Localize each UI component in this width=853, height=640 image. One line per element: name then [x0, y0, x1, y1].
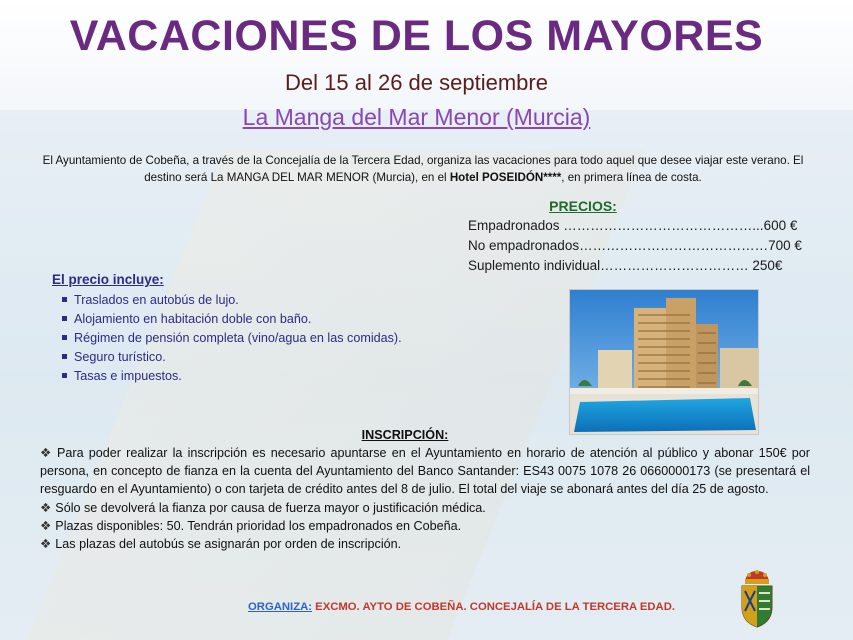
intro-text-part1: El Ayuntamiento de Cobeña, a través de la Concejalía de la Tercera Edad, organiza las vacaciones para todo aquel que desee viajar este verano. El destino será La MANGA DEL MAR MENOR (Murcia), en el: [42, 154, 804, 184]
list-item: Régimen de pensión completa (vino/agua en las comidas).: [62, 329, 502, 348]
page-title: VACACIONES DE LOS MAYORES: [69, 12, 764, 60]
square-bullet-icon: [62, 373, 67, 378]
includes-heading: El precio incluye:: [52, 272, 164, 287]
includes-list: [62, 291, 502, 386]
diamond-bullet-icon: ❖: [40, 518, 52, 533]
diamond-bullet-icon: ❖: [40, 446, 53, 460]
footer-label: ORGANIZA:: [248, 601, 313, 613]
hotel-pool-image: [570, 290, 759, 435]
includes-section: [52, 272, 502, 386]
inscription-paragraph: ❖ Sólo se devolverá la fianza por causa de fuerza mayor o justificación médica.: [40, 500, 486, 515]
footer-organizer: [248, 601, 708, 613]
inscription-section: [40, 444, 810, 553]
list-item: Tasas e impuestos.: [62, 367, 502, 386]
diamond-bullet-icon: ❖: [40, 537, 52, 552]
trip-dates: Del 15 al 26 de septiembre: [285, 70, 548, 95]
intro-hotel-name: Hotel POSEIDÓN****: [449, 171, 562, 184]
list-item: Traslados en autobús de lujo.: [62, 291, 502, 310]
price-row: No empadronados……………………………………700 €: [468, 238, 802, 253]
inscription-paragraph: ❖ Plazas disponibles: 50. Tendrán prioridad los empadronados en Cobeña.: [40, 518, 462, 533]
intro-paragraph: [38, 152, 808, 186]
town-crest-icon: [737, 567, 777, 629]
list-item: Seguro turístico.: [62, 348, 502, 367]
square-bullet-icon: [62, 297, 67, 302]
inscription-paragraph: ❖ Para poder realizar la inscripción es necesario apuntarse en el Ayuntamiento en horario de atención al público y abonar 150€ por persona, en concepto de fianza en la cuenta del Ayuntamiento del Banco Santander: ES43 0075 1078 26 0660000173 (se presentará el resguardo en el Ayuntamiento) o con tarjeta de crédito antes del 8 de julio. El total del viaje se abonará antes del día 25 de agosto.: [40, 446, 810, 497]
inscription-paragraph: ❖ Las plazas del autobús se asignarán por orden de inscripción.: [40, 537, 402, 552]
prices-heading: PRECIOS:: [549, 198, 617, 214]
coat-of-arms-icon: [737, 567, 777, 629]
trip-destination: La Manga del Mar Menor (Murcia): [242, 104, 591, 130]
inscription-heading: INSCRIPCIÓN:: [361, 428, 449, 442]
price-row: Empadronados ……………………………………...600 €: [468, 218, 798, 233]
footer-text: EXCMO. AYTO DE COBEÑA. CONCEJALÍA DE LA TERCERA EDAD.: [312, 601, 676, 613]
diamond-bullet-icon: ❖: [40, 500, 52, 515]
prices-section: [468, 198, 808, 276]
hotel-photo: [569, 289, 759, 435]
square-bullet-icon: [62, 354, 67, 359]
price-row: Suplemento individual…………………………… 250€: [468, 258, 783, 273]
square-bullet-icon: [62, 335, 67, 340]
square-bullet-icon: [62, 316, 67, 321]
intro-text-part2: , en primera línea de costa.: [561, 171, 702, 184]
list-item: Alojamiento en habitación doble con baño.: [62, 310, 502, 329]
